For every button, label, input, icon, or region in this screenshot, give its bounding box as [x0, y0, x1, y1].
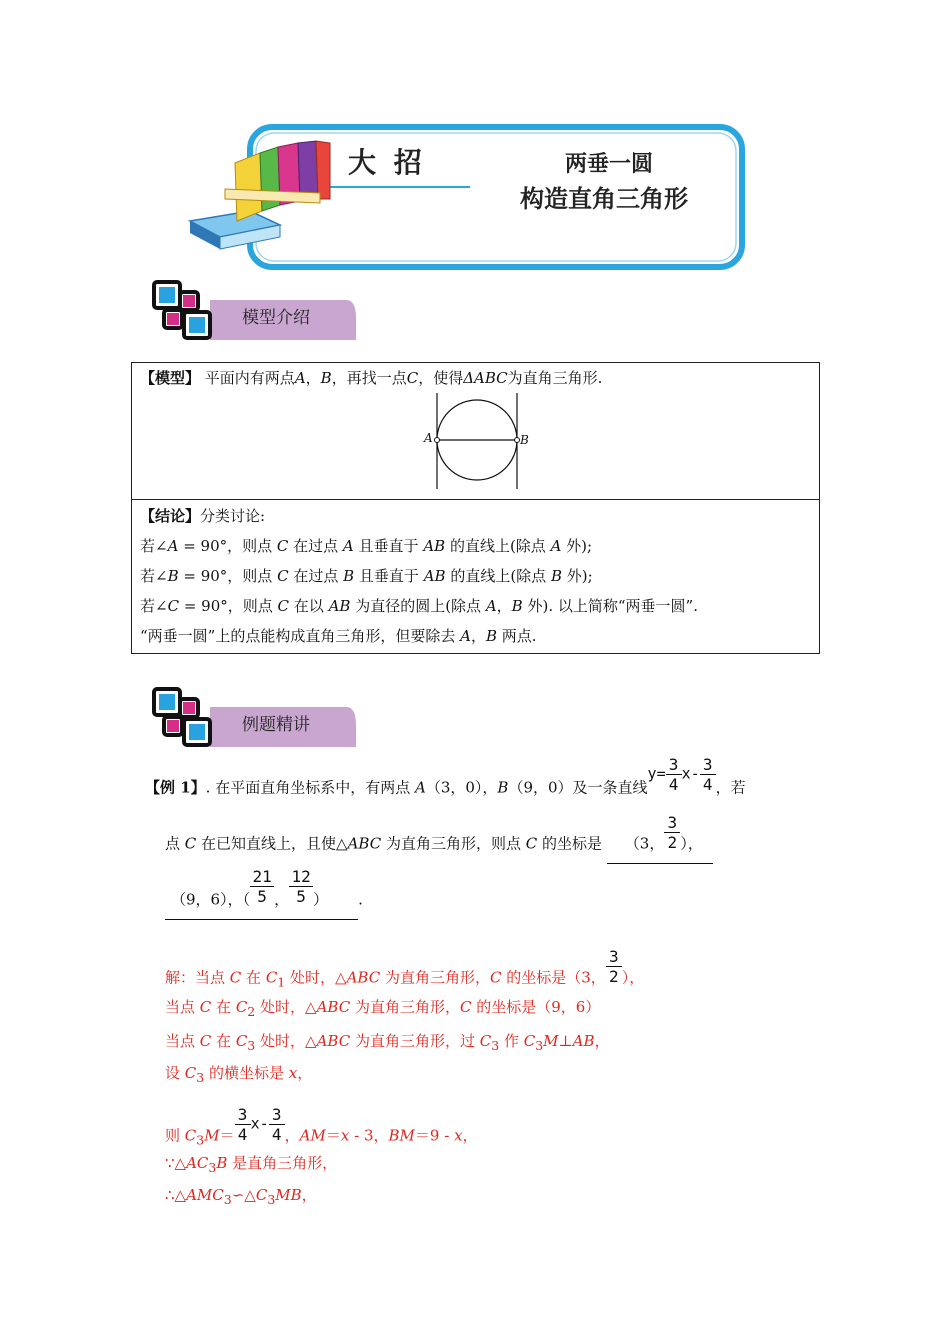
- banner-right-title-1: 两垂一圆: [565, 151, 654, 177]
- example-1-line-2: 点 C 在已知直线上，且使△ABC 为直角三角形，则点 C 的坐标是 （3， $\frac{3}{2}$ ），: [165, 826, 713, 864]
- solution-line-7: $\therefore\triangle AMC_3∽\triangle C_3MB$，: [165, 1186, 317, 1207]
- line-equation: y= $\frac{3}{4}$ x- $\frac{3}{4}$: [648, 756, 716, 793]
- solution-line-5: 则 $C_3M=$ $\frac{3}{4}$ x- $\frac{3}{4}$ ，AM＝x - 3，BM＝9 - x，: [165, 1105, 478, 1148]
- banner-left-title: 大 招: [348, 146, 426, 179]
- example-1: [145, 755, 825, 940]
- box-divider: [132, 499, 819, 500]
- conclusion-line-1: 若∠A = 90°，则点 C 在过点 A 且垂直于 AB 的直线上(除点 A 外);: [140, 537, 593, 555]
- section-header-model: [150, 278, 360, 348]
- section-header-examples: [150, 685, 360, 755]
- model-tag: 【模型】: [140, 369, 201, 387]
- solution-line-6: $\because\triangle AC_3B$ 是直角三角形，: [165, 1154, 338, 1175]
- solution-line-2: 当点 C 在 $C_2$ 处时，△ABC 为直角三角形，C 的坐标是（9，6）: [165, 998, 601, 1019]
- conclusion-line-3: 若∠C = 90°，则点 C 在以 AB 为直径的圆上(除点 A，B 外). 以上简称“两垂一圆”.: [140, 597, 698, 615]
- c3m-expression: $\frac{3}{4}$ x- $\frac{3}{4}$: [235, 1106, 285, 1143]
- answer-blank-2: （9，6），（ $\frac{21}{5}$ ， $\frac{12}{5}$ ）: [165, 882, 358, 920]
- conclusion-tag: 【结论】: [140, 507, 201, 525]
- figure-label-b: B: [520, 433, 529, 447]
- model-box: [131, 362, 820, 654]
- example-1-line-3: （9，6），（ $\frac{21}{5}$ ， $\frac{12}{5}$ ） .: [165, 882, 363, 920]
- title-banner: [180, 115, 750, 275]
- section-title-model: 模型介绍: [242, 308, 310, 328]
- solution: [165, 940, 815, 1220]
- model-statement: 【模型】 平面内有两点A，B，再找一点C，使得ΔABC为直角三角形.: [140, 369, 603, 387]
- conclusion-line-4: “两垂一圆”上的点能构成直角三角形，但要除去 A，B 两点.: [140, 627, 537, 645]
- example-tag: 【例 1】: [145, 778, 206, 797]
- banner-right-title-2: 构造直角三角形: [520, 184, 688, 213]
- solution-line-4: 设 $C_3$ 的横坐标是 x，: [165, 1064, 313, 1085]
- example-1-line-1: 【例 1】. 在平面直角坐标系中，有两点 A（3，0），B（9，0）及一条直线y= $\frac{3}{4}$ x- $\frac{3}{4}$ ，若: [145, 755, 746, 797]
- two-lines-one-circle-figure: [417, 393, 557, 493]
- solution-line-3: 当点 C 在 $C_3$ 处时，△ABC 为直角三角形，过 $C_3$ 作 $C_3M\perp AB$，: [165, 1032, 610, 1053]
- solution-line-1: 解：当点 C 在 $C_1$ 处时，△ABC 为直角三角形，C 的坐标是（3， $\frac{3}{2}$ ），: [165, 947, 645, 990]
- section-title-examples: 例题精讲: [242, 715, 310, 735]
- conclusion-line-2: 若∠B = 90°，则点 C 在过点 B 且垂直于 AB 的直线上(除点 B 外);: [140, 567, 593, 585]
- figure-label-a: A: [424, 431, 433, 445]
- conclusion-intro: 【结论】分类讨论:: [140, 507, 266, 525]
- answer-blank-1: （3， $\frac{3}{2}$ ），: [607, 826, 713, 864]
- books-icon: [180, 133, 340, 263]
